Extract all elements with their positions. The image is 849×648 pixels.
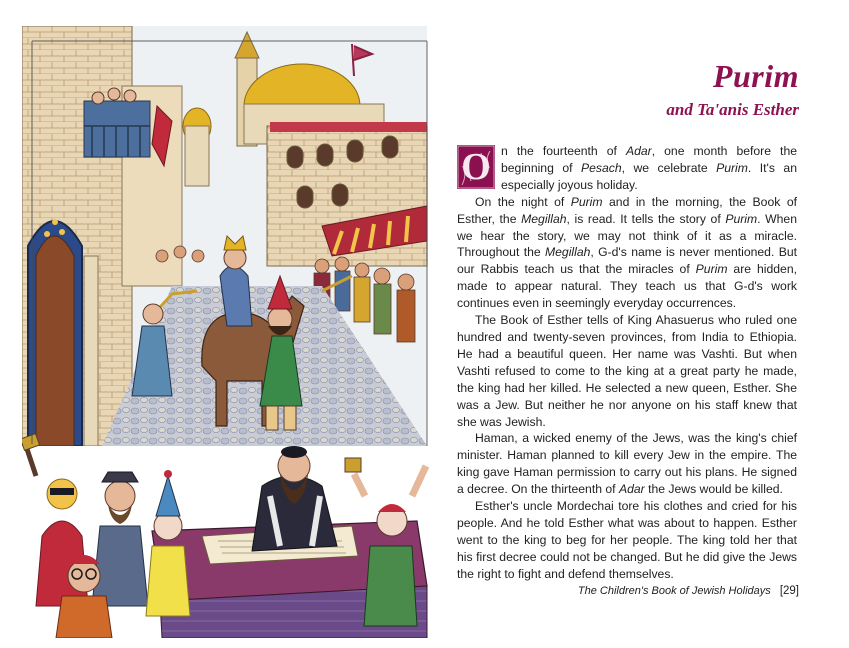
paragraph: [457, 498, 797, 583]
paragraph: [457, 430, 797, 498]
text-run: The Book of Esther tells of King Ahasuerus who ruled one hundred and twenty-seven provinces, from India to Ethiopia. He had a beautiful queen. Her name was Vashti. But when Vashti refused to come to the king at a great party he made, the king had her killed. He selected a new queen, Esther. She was a Jew. But neither he nor anyone on his staff knew that she was Jewish.: [457, 313, 797, 429]
text-run: On the night of: [475, 194, 571, 209]
italic-term: Pesach: [580, 160, 622, 175]
italic-term: Purim: [695, 262, 728, 277]
italic-term: Purim: [570, 194, 603, 209]
paragraph: [457, 194, 797, 312]
italic-term: Megillah: [544, 245, 591, 260]
page-subtitle: and Ta'anis Esther: [666, 100, 799, 119]
drop-cap-letter: O: [461, 146, 491, 188]
text-run: n the fourteenth of: [501, 144, 626, 158]
italic-term: Purim: [716, 160, 748, 175]
text-run: , we celebrate: [621, 160, 717, 175]
text-run: and in the morning, the Book of Esther, the: [457, 194, 797, 226]
italic-term: Purim: [725, 211, 758, 226]
page-number: [29]: [779, 585, 799, 597]
page-title: Purim: [712, 58, 799, 94]
paragraph: [457, 143, 797, 194]
text-run: Esther's uncle Mordechai tore his clothes and cried for his people. And he told Esther what was about to happen. Esther went to the king to beg for her people. The king told her that his first decree could not be changed. But he did give the Jews the right to fight and defend themselves.: [457, 499, 797, 581]
text-run: . When we hear the story, we may not think of it as a miracle. Throughout the: [457, 211, 797, 260]
italic-term: Megillah: [521, 211, 567, 226]
text-run: , G-d's name is never mentioned. But our Rabbis teach us that the miracles of: [457, 245, 797, 277]
text-run: are hidden, made to appear natural. They teach us that G-d's work continues even in seemingly everyday occurrences.: [457, 262, 797, 311]
text-run: the Jews would be killed.: [644, 482, 783, 497]
text-run: Haman, a wicked enemy of the Jews, was the king's chief minister. Haman planned to kill every Jew in the empire. The king gave Haman permission to carry out his plans. He signed a decree. On the thirteenth of: [457, 431, 797, 497]
text-run: , is read. It tells the story of: [566, 211, 726, 226]
text-run: . It's an especially joyous holiday.: [501, 160, 797, 192]
drop-cap: [457, 145, 495, 189]
italic-term: Adar: [625, 144, 652, 158]
body-text: [457, 143, 797, 583]
text-run: , one month before the beginning of: [501, 144, 797, 175]
page-footer: [578, 585, 799, 597]
purim-illustration: [22, 26, 452, 638]
paragraph: [457, 312, 797, 430]
footer-book-title: The Children's Book of Jewish Holidays: [577, 585, 771, 597]
italic-term: Adar: [618, 482, 645, 497]
